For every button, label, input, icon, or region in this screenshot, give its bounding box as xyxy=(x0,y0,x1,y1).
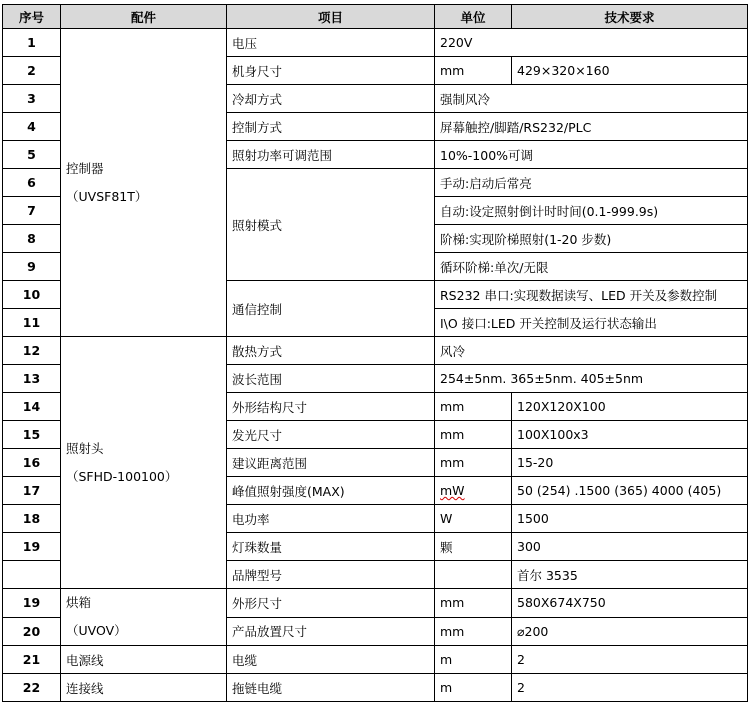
component-model: （UVOV） xyxy=(66,623,127,638)
row-number: 9 xyxy=(3,253,61,281)
header-requirement: 技术要求 xyxy=(512,5,748,29)
item-cell: 外形结构尺寸 xyxy=(227,393,435,421)
header-component: 配件 xyxy=(61,5,227,29)
value-cell: 2 xyxy=(512,674,748,702)
row-number xyxy=(3,561,61,589)
row-number: 3 xyxy=(3,85,61,113)
item-cell: 灯珠数量 xyxy=(227,533,435,561)
item-cell: 照射模式 xyxy=(227,169,435,281)
item-cell: 机身尺寸 xyxy=(227,57,435,85)
value-cell: ⌀200 xyxy=(512,617,748,646)
item-cell: 冷却方式 xyxy=(227,85,435,113)
unit-cell: W xyxy=(435,505,512,533)
component-name: 烘箱 xyxy=(66,595,92,610)
item-cell: 产品放置尺寸 xyxy=(227,617,435,646)
unit-cell: mm xyxy=(435,617,512,646)
row-number: 14 xyxy=(3,393,61,421)
unit-cell: mm xyxy=(435,421,512,449)
unit-cell: m xyxy=(435,674,512,702)
value-cell: 15-20 xyxy=(512,449,748,477)
value-cell: 循环阶梯:单次/无限 xyxy=(435,253,748,281)
table-row xyxy=(3,646,748,674)
unit-cell: 颗 xyxy=(435,533,512,561)
item-cell: 控制方式 xyxy=(227,113,435,141)
value-cell: 100X100x3 xyxy=(512,421,748,449)
row-number: 4 xyxy=(3,113,61,141)
item-cell: 峰值照射强度(MAX) xyxy=(227,477,435,505)
value-cell: 254±5nm. 365±5nm. 405±5nm xyxy=(435,365,748,393)
value-cell: 2 xyxy=(512,646,748,674)
table-row xyxy=(3,29,748,57)
unit-cell: mm xyxy=(435,57,512,85)
item-cell: 建议距离范围 xyxy=(227,449,435,477)
value-cell: RS232 串口:实现数据读写、LED 开关及参数控制 xyxy=(435,281,748,309)
unit-cell: mm xyxy=(435,449,512,477)
row-number: 18 xyxy=(3,505,61,533)
value-cell: 阶梯:实现阶梯照射(1-20 步数) xyxy=(435,225,748,253)
header-item: 项目 xyxy=(227,5,435,29)
spec-table xyxy=(2,4,748,702)
component-head xyxy=(61,337,227,589)
item-cell: 波长范围 xyxy=(227,365,435,393)
table-row xyxy=(3,337,748,365)
item-cell: 通信控制 xyxy=(227,281,435,337)
item-cell: 电功率 xyxy=(227,505,435,533)
component-oven xyxy=(61,589,227,646)
value-cell: 50 (254) .1500 (365) 4000 (405) xyxy=(512,477,748,505)
value-cell: 10%-100%可调 xyxy=(435,141,748,169)
row-number: 15 xyxy=(3,421,61,449)
row-number: 2 xyxy=(3,57,61,85)
row-number: 1 xyxy=(3,29,61,57)
unit-text: mW xyxy=(440,483,465,498)
unit-cell xyxy=(435,477,512,505)
row-number: 8 xyxy=(3,225,61,253)
unit-cell: mm xyxy=(435,393,512,421)
item-cell: 电压 xyxy=(227,29,435,57)
item-cell: 照射功率可调范围 xyxy=(227,141,435,169)
item-cell: 电缆 xyxy=(227,646,435,674)
value-cell: 220V xyxy=(435,29,748,57)
item-cell: 品牌型号 xyxy=(227,561,435,589)
value-cell: 屏幕触控/脚踏/RS232/PLC xyxy=(435,113,748,141)
item-cell: 拖链电缆 xyxy=(227,674,435,702)
table-row xyxy=(3,589,748,618)
row-number: 7 xyxy=(3,197,61,225)
row-number: 6 xyxy=(3,169,61,197)
value-cell: 首尔 3535 xyxy=(512,561,748,589)
table-row xyxy=(3,674,748,702)
value-cell: 风冷 xyxy=(435,337,748,365)
unit-cell: mm xyxy=(435,589,512,618)
component-cell: 电源线 xyxy=(61,646,227,674)
header-row xyxy=(3,5,748,29)
value-cell: 429×320×160 xyxy=(512,57,748,85)
row-number: 21 xyxy=(3,646,61,674)
value-cell: 手动:启动后常亮 xyxy=(435,169,748,197)
row-number: 12 xyxy=(3,337,61,365)
row-number: 17 xyxy=(3,477,61,505)
row-number: 13 xyxy=(3,365,61,393)
value-cell: 1500 xyxy=(512,505,748,533)
row-number: 5 xyxy=(3,141,61,169)
row-number: 10 xyxy=(3,281,61,309)
row-number: 16 xyxy=(3,449,61,477)
row-number: 22 xyxy=(3,674,61,702)
component-model: （UVSF81T） xyxy=(66,188,148,204)
header-no: 序号 xyxy=(3,5,61,29)
component-model: （SFHD-100100） xyxy=(66,468,178,484)
header-unit: 单位 xyxy=(435,5,512,29)
value-cell: 强制风冷 xyxy=(435,85,748,113)
component-cell: 连接线 xyxy=(61,674,227,702)
value-cell: 120X120X100 xyxy=(512,393,748,421)
row-number: 19 xyxy=(3,589,61,618)
component-controller xyxy=(61,29,227,337)
item-cell: 发光尺寸 xyxy=(227,421,435,449)
row-number: 20 xyxy=(3,617,61,646)
value-cell: 300 xyxy=(512,533,748,561)
value-cell: 自动:设定照射倒计时时间(0.1-999.9s) xyxy=(435,197,748,225)
component-name: 照射头 xyxy=(66,440,104,456)
item-cell: 外形尺寸 xyxy=(227,589,435,618)
row-number: 11 xyxy=(3,309,61,337)
value-cell: 580X674X750 xyxy=(512,589,748,618)
row-number: 19 xyxy=(3,533,61,561)
item-cell: 散热方式 xyxy=(227,337,435,365)
unit-cell xyxy=(435,561,512,589)
component-name: 控制器 xyxy=(66,160,104,176)
value-cell: I\O 接口:LED 开关控制及运行状态输出 xyxy=(435,309,748,337)
unit-cell: m xyxy=(435,646,512,674)
